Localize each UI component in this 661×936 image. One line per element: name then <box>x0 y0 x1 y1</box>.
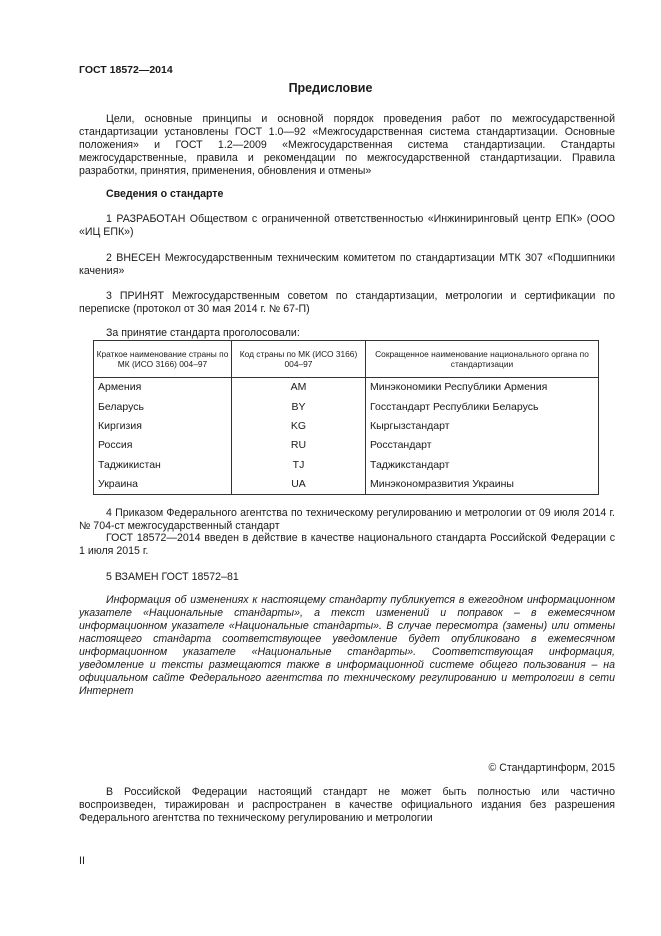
code-cell: AM <box>232 378 366 398</box>
code-cell: KG <box>232 417 366 436</box>
country-cell: Беларусь <box>94 397 232 416</box>
item-order-effective: ГОСТ 18572—2014 введен в действие в качестве национального стандарта Российской Федерации с 1 июля 2015 г. <box>79 532 615 557</box>
organization-cell: Минэкономразвития Украины <box>366 475 599 495</box>
item-adopted: 3 ПРИНЯТ Межгосударственным советом по стандартизации, метрологии и сертификации по переписке (протокол от 30 мая 2014 г. № 67-П) <box>79 290 615 315</box>
table-row <box>94 397 599 416</box>
country-cell: Киргизия <box>94 417 232 436</box>
organization-cell: Росстандарт <box>366 436 599 455</box>
intro-paragraph: Цели, основные принципы и основной порядок проведения работ по межгосударственной стандартизации установлены ГОСТ 1.0—92 «Межгосударственная система стандартизации. Основные положения» и ГОСТ 1.2—2009 «Межгосударственная система стандартизации. Стандарты межгосударственные, правила и рекомендации по межгосударственной стандартизации. Правила разработки, принятия, применения, обновления и отмены» <box>79 113 615 177</box>
countries-table <box>93 340 599 495</box>
table-row <box>94 378 599 398</box>
item-submitted: 2 ВНЕСЕН Межгосударственным техническим комитетом по стандартизации МТК 307 «Подшипники качения» <box>79 252 615 277</box>
country-cell: Таджикистан <box>94 456 232 475</box>
organization-cell: Минэкономики Республики Армения <box>366 378 599 398</box>
organization-cell: Таджикстандарт <box>366 456 599 475</box>
header-country: Краткое наименование страны по МК (ИСО 3166) 004–97 <box>94 341 232 378</box>
item-order: 4 Приказом Федерального агентства по техническому регулированию и метрологии от 09 июля 2014 г. № 704-ст межгосударственный стандарт <box>79 507 615 532</box>
table-row <box>94 475 599 495</box>
table-row <box>94 417 599 436</box>
table-row <box>94 456 599 475</box>
country-cell: Россия <box>94 436 232 455</box>
legal-notice: В Российской Федерации настоящий стандарт не может быть полностью или частично воспроизведен, тиражирован и распространен в качестве официального издания без разрешения Федерального агентства по техническому регулированию и метрологии <box>79 786 615 824</box>
page-number: II <box>79 855 85 867</box>
organization-cell: Госстандарт Республики Беларусь <box>366 397 599 416</box>
header-organization: Сокращенное наименование национального органа по стандартизации <box>366 341 599 378</box>
table-row <box>94 436 599 455</box>
code-cell: RU <box>232 436 366 455</box>
table-header-row <box>94 341 599 378</box>
page-title: Предисловие <box>288 81 373 95</box>
amendments-notice: Информация об изменениях к настоящему стандарту публикуется в ежегодном информационном указателе «Национальные стандарты», а текст изменений и поправок – в ежемесячном информационном указателе «Национальные стандарты». В случае пересмотра (замены) или отмены настоящего стандарта соответствующее уведомление будет опубликовано в ежемесячном информационном указателе «Национальные стандарты». Соответствующая информация, уведомление и тексты размещаются также в информационной системе общего пользования – на официальном сайте Федерального агентства по техническому регулированию и метрологии в сети Интернет <box>79 594 615 697</box>
code-cell: BY <box>232 397 366 416</box>
country-cell: Украина <box>94 475 232 495</box>
copyright-line: © Стандартинформ, 2015 <box>488 762 615 774</box>
item-developed: 1 РАЗРАБОТАН Обществом с ограниченной ответственностью «Инжиниринговый центр ЕПК» (ООО «ИЦ ЕПК») <box>79 213 615 238</box>
standard-code: ГОСТ 18572—2014 <box>79 64 173 76</box>
code-cell: UA <box>232 475 366 495</box>
header-code: Код страны по МК (ИСО 3166) 004–97 <box>232 341 366 378</box>
section-subheading: Сведения о стандарте <box>106 188 224 200</box>
country-cell: Армения <box>94 378 232 398</box>
organization-cell: Кыргызстандарт <box>366 417 599 436</box>
code-cell: TJ <box>232 456 366 475</box>
item-replaces: 5 ВЗАМЕН ГОСТ 18572–81 <box>106 571 239 583</box>
vote-caption: За принятие стандарта проголосовали: <box>106 327 300 339</box>
